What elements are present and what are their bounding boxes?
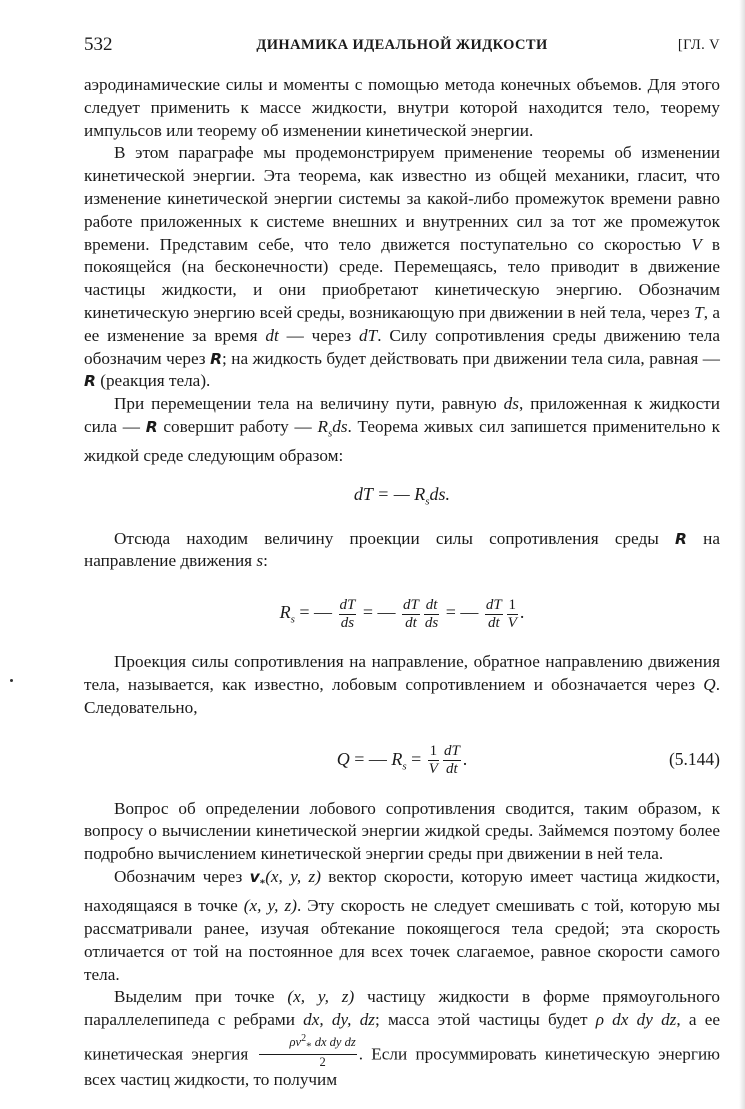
page-edge-shadow [739,0,745,1109]
text-run: . Следовательно, [84,674,720,717]
denominator: ds [340,614,355,631]
subscript-star: * [259,877,266,890]
text-run: ; на жидкость будет действовать при движении тела сила, равная — [222,348,720,368]
symbol-point: (x, y, z) [243,896,297,916]
symbol-s: s [256,551,264,571]
vector-v: v [249,867,260,886]
subscript: * [306,1040,312,1053]
text-run: Отсюда находим величину проекции силы сопротивления среды [114,528,675,548]
fraction [428,743,439,778]
numerator: dx dy dz [311,1035,356,1050]
fraction [507,597,518,632]
paragraph-7 [84,866,720,986]
margin-speck [10,679,13,682]
fraction [424,597,439,632]
numerator: dT [443,742,460,759]
denominator: 2 [319,1054,326,1069]
text-run: : [263,551,268,571]
denominator: dt [487,614,500,631]
text-run: (реакция тела). [95,371,211,391]
text-run: Выделим при точке [114,987,288,1007]
eq-text: Q [336,748,350,769]
paragraph-1 [84,74,720,142]
symbol-ds: ds [503,394,519,414]
symbol-args: (x, y, z) [265,866,321,886]
eq-text: R [279,602,291,623]
subscript-s: s [327,427,333,440]
equation-projection: $R_s$ = — $\frac{dT}{ds}$ = — $\frac{dT}{dt}$ $\frac{dt}{ds}$ = — $\frac{dT}{dt}$ $\frac{1}{V}$ . [279,596,525,631]
denominator: V [507,614,517,631]
vector-R: R [675,529,687,548]
text-run: вектор скорости, которую имеет частица жидкости, находящаяся в точке [84,866,720,916]
text-run: Проекция силы сопротивления на направление, обратное направлению движения тела, называется, как известно, лобовым сопротивлением и обозначается через [84,652,720,694]
symbol-T: T [694,302,704,322]
paragraph-2 [84,142,720,393]
running-header [84,30,720,60]
equation-drag: Q = — $R_s$ = $\frac{1}{V}$ $\frac{dT}{dt}$ . (5.144) [84,734,720,784]
vector-R: R [210,349,223,368]
text-run: — через [278,325,360,345]
symbol-mass: ρ dx dy dz [595,1010,677,1030]
numerator: ρv [289,1035,302,1050]
paragraph-8 [84,986,720,1091]
paragraph-3 [84,393,720,468]
paragraph-6 [84,798,720,866]
numerator: 1 [429,742,438,759]
vector-R: R [84,372,96,391]
symbol-dT: dT [359,325,378,345]
text-run: В этом параграфе мы продемонстрируем применение теоремы об изменении кинетической энергии. Эта теорема, как известно из общей механики, гласит, что изменение кинетической энергии системы за какой-либо промежуток времени равно работе приложенных к системе внешних и внутренних сил за тот же промежуток времени. Представим себе, что тело движется поступательно со скоростью [84,143,720,254]
symbol-V: V [691,234,702,254]
equation-number: (5.144) [668,748,720,769]
text-run: в покоящейся (на бесконечности) среде. Перемещаясь, тело приводит в движение частицы жидкости, и они приобретают кинетическую энергию. Обозначим кинетическую энергию всей среды, возникающую при движении в ней тела, через [84,234,720,322]
eq-text: ds. [429,483,451,504]
eq-sub: s [290,613,295,626]
text-run: . Силу сопротивления среды движению тела обозначим через [84,325,720,368]
denominator: V [428,760,438,777]
text-run: . Эту скорость не следует смешивать с той, которую мы рассматривали ранее, изучая обтекание покоящегося тела средой; эта скорость отличается от той на постоянное для всех точек слагаемое, равное скорости самого тела. [84,896,720,984]
text-run: . Если просуммировать кинетическую энергию всех частиц жидкости, то получим [84,1044,720,1089]
eq-text: dT = — R [353,483,426,504]
denominator: dt [446,760,458,777]
text-run: При перемещении тела на величину пути, равную [114,394,504,414]
fraction [339,597,357,632]
numerator: 1 [508,596,517,613]
numerator: dT [485,596,502,613]
eq-sub: s [402,760,407,773]
fraction [443,743,461,778]
eq-text: R [391,748,403,769]
fraction [402,597,420,632]
symbol-ds: ds [332,416,348,436]
text-run: совершит работу — [157,416,318,436]
fraction [485,597,503,632]
numerator: dt [425,596,438,613]
text-run: , а ее кинетическая энергия [84,1010,721,1064]
text-run: , приложенная к жидкости сила — [84,394,720,436]
paragraph-4 [84,528,720,574]
equation-work [84,482,720,514]
symbol-dt: dt [265,325,279,345]
text-run: частицу жидкости в форме прямоугольного параллелепипеда с ребрами [84,987,721,1030]
text-run: Вопрос об определении лобового сопротивления сводится, таким образом, к вопросу о вычислении кинетической энергии жидкой среды. Займемся поэтому более подробно вычислением кинетической энергии среды при движении в ней тела. [84,798,720,864]
denominator: dt [405,614,417,631]
text-run: ; масса этой частицы будет [374,1010,596,1030]
symbol-edges: dx, dy, dz [303,1010,375,1030]
running-title: ДИНАМИКА ИДЕАЛЬНОЙ ЖИДКОСТИ [256,37,548,53]
symbol-R: R [317,416,328,436]
chapter-label: [ГЛ. V [677,37,720,53]
symbol-Q: Q [703,674,716,694]
numerator: dT [403,596,419,613]
symbol-point: (x, y, z) [287,987,355,1007]
book-page [84,30,720,1091]
vector-R: R [145,417,158,436]
text-run: аэродинамические силы и моменты с помощью метода конечных объемов. Для этого следует применить к массе жидкости, внутри которой находится тело, теорему импульсов или теорему об изменении кинетической энергии. [84,75,720,140]
numerator: dT [339,596,356,613]
superscript: 2 [301,1032,307,1044]
text-run: на направление движения [84,528,720,571]
kinetic-energy-fraction [259,1032,357,1069]
denominator: ds [424,614,439,631]
eq-sub: s [425,495,430,508]
paragraph-5 [84,651,720,719]
body-text [84,74,720,1091]
page-number: 532 [84,34,113,55]
text-run: Обозначим через [114,866,250,886]
text-run: , а ее изменение за время [84,302,720,345]
text-run: . Теорема живых сил запишется применительно к жидкой среде следующим образом: [84,416,720,466]
